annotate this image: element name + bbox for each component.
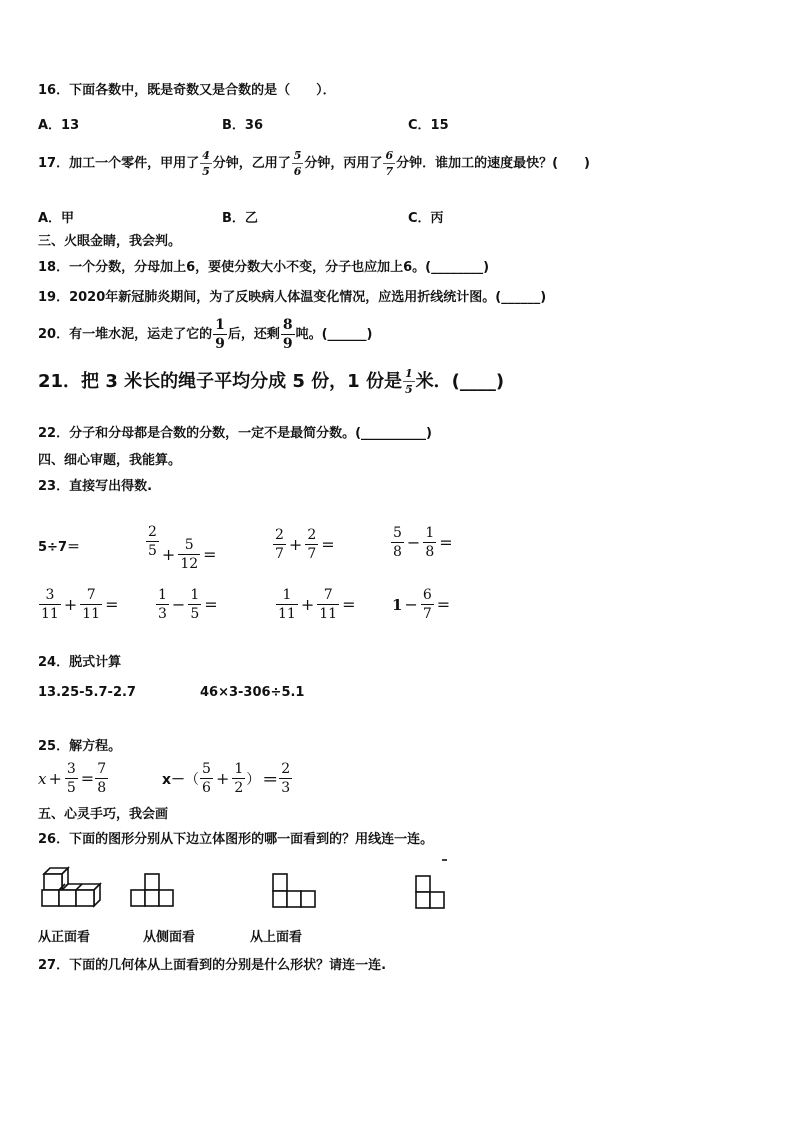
q21-fraction [403, 368, 415, 395]
q23-expr-7 [275, 588, 355, 621]
fraction-a [146, 525, 159, 558]
denominator: 8 [425, 544, 435, 560]
fraction-b [305, 528, 318, 561]
denominator: 9 [282, 336, 293, 352]
view-figure-3 [414, 858, 448, 912]
denominator: 5 [190, 606, 200, 622]
q17-option-c: C．丙 [408, 211, 444, 226]
operator: − [171, 595, 186, 614]
equals: = [105, 595, 119, 614]
denominator: 3 [281, 780, 291, 796]
numerator: 8 [282, 317, 293, 333]
q23-expr-5 [38, 588, 118, 621]
numerator: 1 [158, 587, 167, 603]
numerator: 2 [307, 527, 317, 543]
denominator: 6 [202, 780, 211, 796]
q20-fraction-2 [281, 318, 295, 351]
numerator: 4 [202, 149, 210, 162]
q25-title: 25．解方程。 [38, 739, 122, 754]
numerator: 3 [45, 587, 55, 603]
q18-text: 18．一个分数，分母加上6，要使分数大小不变，分子也应加上6。(________) [38, 260, 490, 275]
equals: ＝ [262, 770, 279, 789]
fraction-b [188, 588, 201, 621]
denominator: 7 [307, 546, 317, 562]
left-paren: （ [185, 771, 200, 788]
q17-part1: 17．加工一个零件，甲用了 [38, 155, 200, 171]
q17-fraction-3 [383, 150, 395, 177]
fraction-b [80, 588, 102, 621]
q22-text: 22．分子和分母都是合数的分数，一定不是最简分数。(__________) [38, 426, 432, 441]
numerator: 5 [202, 761, 211, 777]
q21-part1: 21．把 3 米长的绳子平均分成 5 份，1 份是 [38, 370, 402, 392]
numerator: 2 [148, 524, 157, 540]
operator: + [48, 769, 62, 788]
denominator: 5 [404, 383, 413, 396]
fraction-b [423, 526, 436, 559]
equals: = [80, 769, 95, 788]
denominator: 5 [148, 543, 157, 559]
q20-part2: 后，还剩 [227, 326, 280, 342]
denominator: 6 [293, 165, 302, 178]
variable-x: x [38, 769, 47, 788]
q19-text: 19．2020年新冠肺炎期间，为了反映病人体温变化情况，应选用折线统计图。(______) [38, 290, 547, 305]
denominator: 5 [202, 165, 210, 178]
denominator: 8 [393, 544, 402, 560]
q23-title: 23．直接写出得数. [38, 479, 153, 494]
numerator: 7 [86, 587, 96, 603]
q24-expr-1: 13.25-5.7-2.7 [38, 685, 136, 700]
fraction-b [317, 588, 339, 621]
operator: + [288, 535, 303, 554]
q21-part2: 米．(____) [415, 370, 505, 392]
section-5-heading: 五、心灵手巧，我会画 [38, 807, 169, 822]
fraction-c [279, 762, 292, 795]
q26-label-front: 从正面看 [38, 930, 91, 945]
equals: = [321, 535, 335, 554]
q25-equation-1 [38, 762, 109, 795]
q16-text: 16．下面各数中，既是奇数又是合数的是（ ）． [38, 83, 336, 98]
numerator: 5 [393, 525, 402, 541]
q24-title: 24．脱式计算 [38, 655, 122, 670]
q24-expr-2: 46×3-306÷5.1 [200, 685, 305, 700]
numerator: 2 [275, 527, 284, 543]
variable-x: x－ [162, 771, 186, 788]
q23-expr-8 [392, 588, 450, 621]
operator: − [406, 533, 421, 552]
fraction-a [156, 588, 169, 621]
denominator: 2 [234, 780, 244, 796]
q23-expr-6 [155, 588, 218, 621]
section-4-heading: 四、细心审题，我能算。 [38, 453, 182, 468]
q26-label-side: 从侧面看 [143, 930, 196, 945]
operator: − [404, 595, 418, 614]
equals: = [439, 533, 453, 552]
q21-text [38, 368, 504, 395]
fraction-a [276, 588, 298, 621]
fraction-a [200, 762, 213, 795]
numerator: 1 [190, 587, 200, 603]
operator: + [300, 595, 315, 614]
q17-fraction-2 [292, 150, 304, 177]
numerator: 1 [425, 525, 435, 541]
section-3-heading: 三、火眼金睛，我会判。 [38, 234, 182, 249]
q23-expr-1: 5÷7＝ [38, 540, 80, 555]
denominator: 12 [180, 556, 199, 572]
q27-text: 27．下面的几何体从上面看到的分别是什么形状？请连一连. [38, 958, 387, 973]
q17-text [38, 150, 590, 177]
q23-expr-3 [272, 528, 335, 561]
q25-equation-2 [162, 762, 293, 795]
q20-fraction-1 [213, 318, 227, 351]
numerator: 1 [215, 317, 225, 333]
denominator: 11 [41, 606, 59, 622]
whole-number: 1 [392, 595, 403, 614]
numerator: 6 [385, 149, 394, 162]
equals: = [204, 595, 218, 614]
numerator: 5 [184, 537, 194, 553]
fraction-b [95, 762, 108, 795]
numerator: 5 [293, 149, 302, 162]
denominator: 3 [158, 606, 167, 622]
fraction-a [39, 588, 61, 621]
q17-option-b: B．乙 [222, 211, 258, 226]
q17-part3: 分钟，丙用了 [304, 155, 383, 171]
denominator: 7 [422, 606, 432, 622]
operator: + [215, 769, 230, 788]
fraction-b [421, 588, 434, 621]
q20-part1: 20．有一堆水泥，运走了它的 [38, 326, 213, 342]
q20-part3: 吨。(______) [295, 326, 373, 342]
numerator: 1 [404, 367, 413, 380]
solid-figure-3d [38, 866, 104, 910]
denominator: 7 [275, 546, 284, 562]
numerator: 1 [234, 761, 244, 777]
denominator: 9 [215, 336, 225, 352]
denominator: 11 [278, 606, 296, 622]
numerator: 1 [282, 587, 292, 603]
denominator: 5 [66, 780, 76, 796]
fraction-a [273, 528, 286, 561]
equals: = [436, 595, 451, 614]
q16-option-a: A．13 [38, 118, 80, 133]
q23-expr-4 [390, 526, 453, 559]
q16-option-b: B．36 [222, 118, 263, 133]
denominator: 7 [385, 165, 394, 178]
numerator: 6 [422, 587, 432, 603]
q26-title: 26．下面的图形分别从下边立体图形的哪一面看到的？用线连一连。 [38, 832, 434, 847]
fraction-b [232, 762, 245, 795]
fraction-b [178, 538, 200, 571]
view-figure-1 [130, 872, 176, 908]
q17-option-a: A．甲 [38, 211, 75, 226]
q17-part4: 分钟．谁加工的速度最快？( ) [396, 155, 590, 171]
q23-expr-2 [145, 512, 217, 571]
fraction-a [65, 762, 78, 795]
right-paren: ） [246, 771, 261, 788]
operator: + [63, 595, 78, 614]
q16-option-c: C．15 [408, 118, 449, 133]
view-figure-2 [272, 872, 318, 910]
q20-text [38, 318, 373, 351]
q17-fraction-1 [200, 150, 212, 177]
numerator: 7 [97, 761, 107, 777]
numerator: 3 [66, 761, 76, 777]
q26-label-top: 从上面看 [250, 930, 303, 945]
numerator: 7 [323, 587, 333, 603]
q17-part2: 分钟，乙用了 [212, 155, 291, 171]
numerator: 2 [281, 761, 291, 777]
denominator: 11 [319, 606, 338, 622]
denominator: 8 [97, 780, 107, 796]
denominator: 11 [82, 606, 101, 622]
equals: = [342, 595, 356, 614]
operator: + [161, 545, 176, 564]
fraction-a [391, 526, 404, 559]
equals: = [203, 545, 217, 564]
